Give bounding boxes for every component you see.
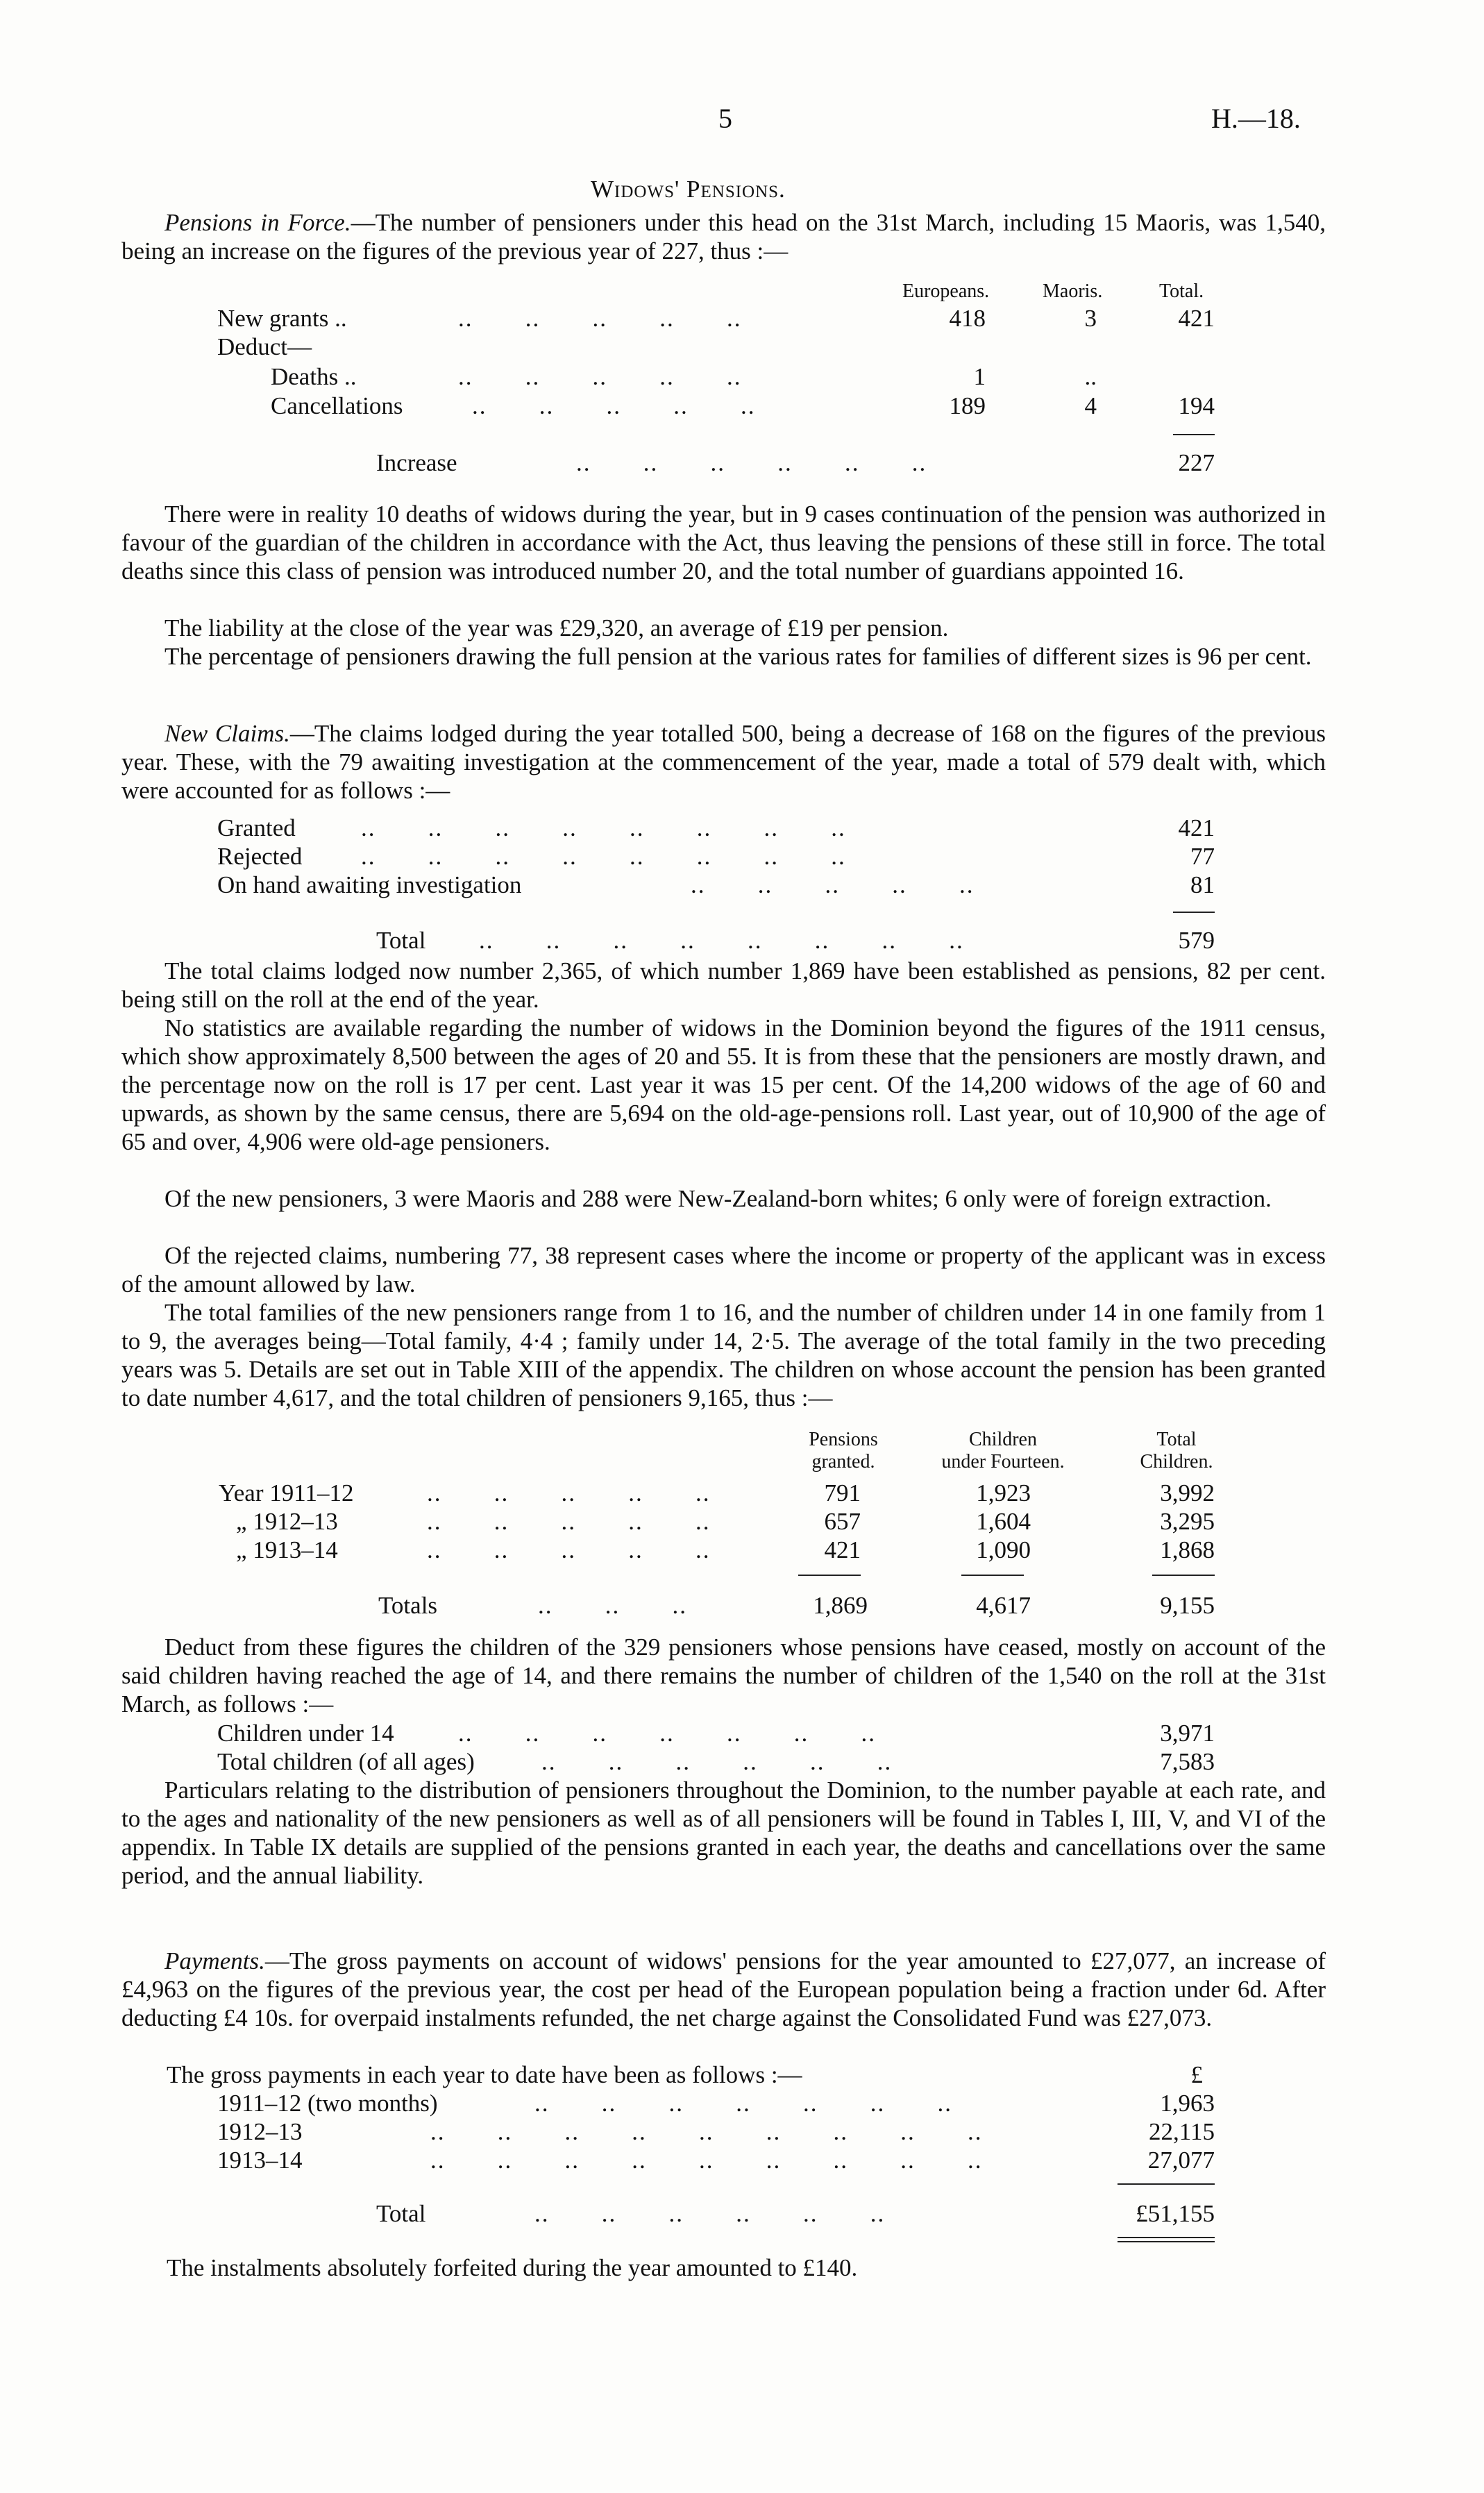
total-totals: 9,155 [1160,1592,1215,1619]
currency-symbol: £ [1190,2061,1203,2088]
rejected-claims-paragraph: Of the rejected claims, numbering 77, 38 represent cases where the income or property of the applicant was in excess of the amount allowed by law. [121,1242,1326,1298]
new-claims-text: —The claims lodged during the year totalled 500, being a decrease of 168 on the figures of the previous year. These, with the 79 awaiting investigation at the commencement of the year, made a total of 579 dealt with, which were accounted for as follows :— [121,720,1326,804]
leader-dots: .. .. .. .. .. [691,871,975,898]
claims-total-value: 579 [1178,927,1215,954]
leader-dots: .. .. .. .. .. .. .. .. [361,843,846,870]
section-title: Widows' Pensions. [591,176,786,203]
leader-dots: .. .. .. [538,1592,687,1619]
leader-dots: .. .. .. .. .. .. [541,1748,893,1775]
leader-dots: .. .. .. .. .. [427,1536,711,1563]
year-row-label: „ 1912–13 [236,1508,338,1535]
leader-dots: .. .. .. .. .. [427,1508,711,1535]
total-children-value: 7,583 [1160,1748,1215,1775]
particulars-paragraph: Particulars relating to the distribution of pensioners throughout the Dominion, to the number payable at each rate, and to the ages and nationality of the new pensioners as well as of all pensioners will be found in Tables I, III, V, and VI of the appendix. In Table IX details are supplied of the pensions granted in each year, the deaths and cancellations over the same period, and the annual liability. [121,1777,1326,1889]
on-hand-label: On hand awaiting investigation [217,871,522,898]
new-grants-europeans: 418 [949,305,986,332]
percentage-paragraph: The percentage of pensioners drawing the full pension at the various rates for families of different sizes is 96 per cent. [165,643,1312,670]
year-row-label: Year 1911–12 [219,1479,354,1506]
payments-total-value: £51,155 [1136,2200,1215,2227]
children-under-14-label: Children under 14 [217,1720,394,1747]
new-claims-heading: New Claims. [165,720,290,747]
pensions-totals: 1,869 [813,1592,868,1619]
under14-totals: 4,617 [976,1592,1031,1619]
deduct-paragraph: Deduct from these figures the children of the 329 pensioners whose pensions have ceased, mostly on account of the said children having reached the age of 14, and there remains the number of children of the 1,540 on the roll at the 31st March, as follows :— [121,1634,1326,1718]
rejected-label: Rejected [217,843,303,870]
new-pensioners-paragraph: Of the new pensioners, 3 were Maoris and 288 were New-Zealand-born whites; 6 only were of foreign extraction. [165,1185,1272,1212]
double-rule [1118,2237,1215,2238]
new-grants-maoris: 3 [1084,305,1097,332]
leader-dots: .. .. .. .. .. .. .. .. [479,927,964,954]
payment-year-label: 1911–12 (two months) [217,2090,438,2117]
pensions-in-force-text: —The number of pensioners under this head on the 31st March, including 15 Maoris, was 1,540, being an increase on the figures of the previous year of 227, thus :— [121,209,1326,265]
leader-dots: .. .. .. .. .. [458,305,742,332]
leader-dots: .. .. .. .. .. .. .. [458,1720,876,1747]
leader-dots: .. .. .. .. .. .. [576,449,927,476]
granted-label: Granted [217,814,296,841]
payment-year-label: 1912–13 [217,2118,303,2145]
deaths-europeans: 1 [973,363,986,390]
col-total-children-line2: Children. [1140,1451,1213,1472]
document-reference: H.—18. [1211,103,1301,134]
total-1912: 3,295 [1160,1508,1215,1535]
under14-1913: 1,090 [976,1536,1031,1563]
col-children-under-fourteen-line1: Children [969,1429,1037,1450]
claims-total-label: Total [376,927,426,954]
payments-paragraph [121,1947,1326,2032]
pensions-1911: 791 [824,1479,861,1506]
leader-dots: .. .. .. .. .. .. [534,2200,886,2227]
new-grants-total: 421 [1178,305,1215,332]
total-rule [798,1575,861,1576]
year-row-label: „ 1913–14 [236,1536,338,1563]
deduct-label: Deduct— [217,333,312,360]
pensions-in-force-heading: Pensions in Force. [165,209,351,236]
double-rule [1118,2241,1215,2242]
total-rule [1118,2183,1215,2185]
forfeited-note: The instalments absolutely forfeited during the year amounted to £140. [167,2254,858,2281]
leader-dots: .. .. .. .. .. .. .. .. .. [430,2118,983,2145]
on-hand-value: 81 [1190,871,1215,898]
total-rule [1173,434,1215,435]
leader-dots: .. .. .. .. .. .. .. [534,2090,952,2117]
payments-heading: Payments. [165,1947,265,1974]
col-children-under-fourteen [916,1429,1090,1473]
total-1911: 3,992 [1160,1479,1215,1506]
pensions-1913: 421 [824,1536,861,1563]
new-claims-paragraph [121,719,1326,805]
col-children-under-fourteen-line2: under Fourteen. [941,1451,1065,1472]
leader-dots: .. .. .. .. .. [427,1479,711,1506]
new-grants-label: New grants .. [217,305,347,332]
cancellations-maoris: 4 [1084,392,1097,419]
total-rule [1173,912,1215,913]
increase-total: 227 [1178,449,1215,476]
census-paragraph: No statistics are available regarding the number of widows in the Dominion beyond the figures of the 1911 census, which show approximately 8,500 between the ages of 20 and 55. It is from these that the pensioners are mostly drawn, and the percentage now on the roll is 17 per cent. Last year it was 15 per cent. Of the 14,200 widows of the age of 60 and upwards, as shown by the same census, there are 5,694 on the old-age-pensions roll. Last year, out of 10,900 of the age of 65 and over, 4,906 were old-age pensioners. [121,1014,1326,1155]
col-pensions-granted-line1: Pensions [809,1429,878,1450]
leader-dots: .. .. .. .. .. .. .. .. [361,814,846,841]
increase-label: Increase [376,449,457,476]
deaths-label: Deaths .. [271,363,357,390]
payment-value-1911: 1,963 [1160,2090,1215,2117]
families-paragraph: The total families of the new pensioners range from 1 to 16, and the number of children under 14 in one family from 1 to 9, the averages being—Total family, 4·4 ; family under 14, 2·5. The average of the total family in the two preceding years was 5. Details are set out in Table XIII of the appendix. The children on whose account the pension has been granted to date number 4,617, and the total children of pensioners 9,165, thus :— [121,1299,1326,1411]
leader-dots: .. .. .. .. .. [458,363,742,390]
col-total-children [1124,1429,1229,1473]
payment-value-1912: 22,115 [1149,2118,1215,2145]
deaths-paragraph: There were in reality 10 deaths of widows during the year, but in 9 cases continuation of the pension was authorized in favour of the guardian of the children in accordance with the Act, thus leaving the pensions of these still in force. The total deaths since this class of pension was introduced number 20, and the total number of guardians appointed 16. [121,501,1326,585]
deaths-maoris: .. [1084,363,1097,390]
total-1913: 1,868 [1160,1536,1215,1563]
payments-total-label: Total [376,2200,426,2227]
under14-1911: 1,923 [976,1479,1031,1506]
total-claims-paragraph: The total claims lodged now number 2,365, of which number 1,869 have been established as pensions, 82 per cent. being still on the roll at the end of the year. [121,957,1326,1013]
granted-value: 421 [1178,814,1215,841]
children-under-14-value: 3,971 [1160,1720,1215,1747]
cancellations-total: 194 [1178,392,1215,419]
col-total-children-line1: Total [1156,1429,1197,1450]
cancellations-europeans: 189 [949,392,986,419]
total-rule [1152,1575,1215,1576]
total-rule [961,1575,1024,1576]
payment-year-label: 1913–14 [217,2147,303,2174]
pensions-1912: 657 [824,1508,861,1535]
pensions-in-force-paragraph [121,208,1326,265]
cancellations-label: Cancellations [271,392,403,419]
col-pensions-granted-line2: granted. [811,1451,875,1472]
col-europeans: Europeans. [902,280,990,302]
rejected-value: 77 [1190,843,1215,870]
col-pensions-granted [791,1429,895,1473]
totals-label: Totals [378,1592,438,1619]
leader-dots: .. .. .. .. .. .. .. .. .. [430,2147,983,2174]
total-children-label: Total children (of all ages) [217,1748,475,1775]
liability-paragraph: The liability at the close of the year was £29,320, an average of £19 per pension. [165,614,949,641]
col-maoris: Maoris. [1043,280,1103,302]
col-total: Total. [1159,280,1204,302]
leader-dots: .. .. .. .. .. [472,392,756,419]
payment-value-1913: 27,077 [1147,2147,1215,2174]
gross-payments-intro: The gross payments in each year to date have been as follows :— [167,2061,802,2088]
under14-1912: 1,604 [976,1508,1031,1535]
payments-text: —The gross payments on account of widows' pensions for the year amounted to £27,077, an increase of £4,963 on the figures of the previous year, the cost per head of the European population being a fraction under 6d. After deducting £4 10s. for overpaid instalments refunded, the net charge against the Consolidated Fund was £27,073. [121,1947,1326,2031]
page-number: 5 [718,103,732,134]
